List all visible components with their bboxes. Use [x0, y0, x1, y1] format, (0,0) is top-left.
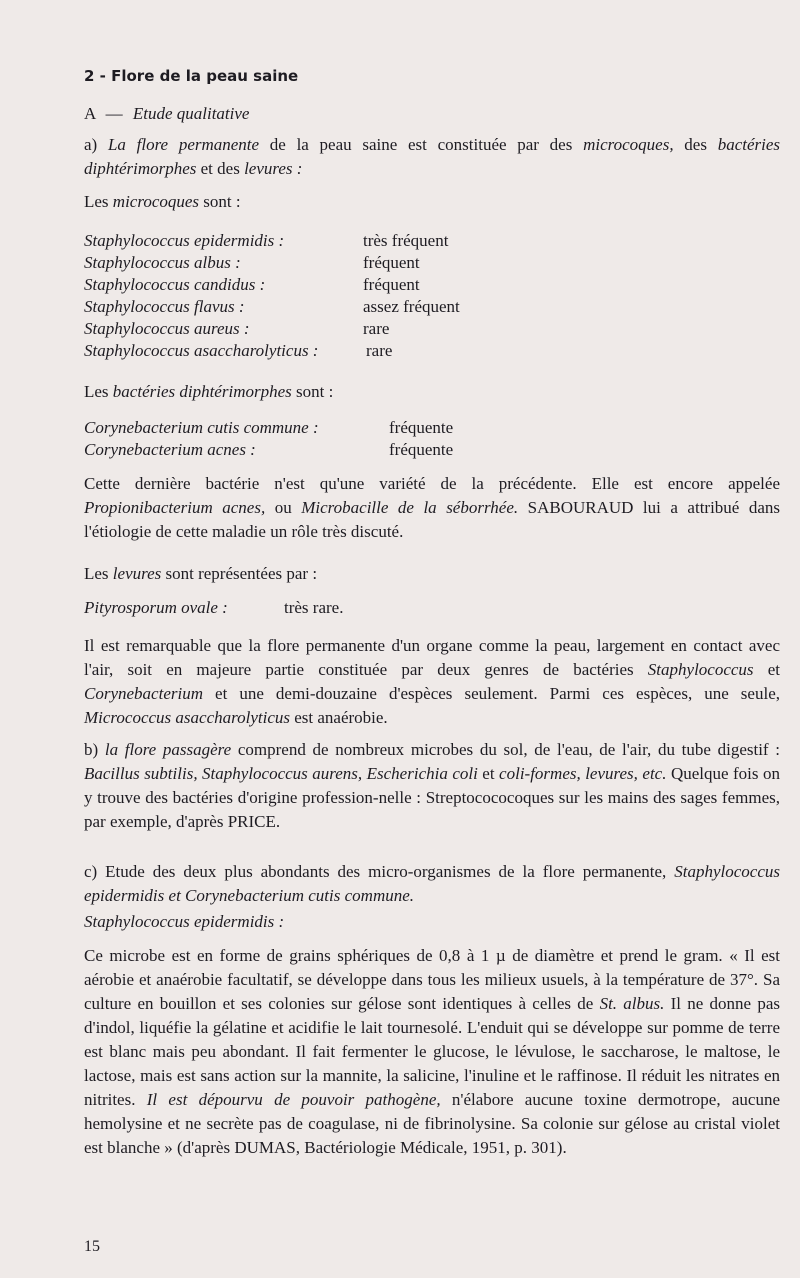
- paragraph-term: Microbacille de la séborrhée.: [301, 498, 519, 517]
- page-number: 15: [84, 1238, 100, 1255]
- species-frequency: fréquente: [389, 418, 454, 437]
- species-name: Staphylococcus albus :: [84, 253, 241, 272]
- subheading-dash: —: [105, 104, 123, 123]
- paragraph-a: [84, 133, 780, 181]
- paragraph-text: est anaérobie.: [289, 708, 388, 727]
- paragraph-text: ou: [265, 498, 302, 517]
- paragraph-a-text: de la peau saine est constituée par des: [259, 135, 584, 154]
- species-name: Corynebacterium cutis commune :: [84, 418, 319, 437]
- subheading-title: Etude qualitative: [132, 104, 250, 123]
- species-name: Corynebacterium acnes :: [84, 440, 256, 459]
- species-frequency: rare: [366, 341, 393, 360]
- paragraph-text: Il est remarquable que la flore permanente d'un organe comme la peau, largement en contact avec l'air, soit en majeure partie constituée par deux genres de bactéries: [84, 636, 780, 679]
- subheading: [84, 102, 780, 126]
- section-heading: 2 - Flore de la peau saine: [84, 67, 299, 85]
- term-bacteries: bactéries diphtérimorphes: [84, 135, 781, 178]
- intro-term: bactéries diphtérimorphes: [112, 382, 292, 401]
- paragraph-term: Staphylococcus: [647, 660, 754, 679]
- paragraph-term: Corynebacterium: [84, 684, 203, 703]
- species-name: Staphylococcus asaccharolyticus :: [84, 341, 319, 360]
- species-name: Staphylococcus flavus :: [84, 297, 245, 316]
- paragraph-remarquable: [84, 634, 780, 730]
- species-row: [84, 416, 319, 440]
- paragraph-text: Cette dernière bactérie n'est qu'une variété de la précédente. Elle est encore appelée: [84, 474, 780, 493]
- species-row: [84, 229, 284, 253]
- intro-term: levures: [112, 564, 162, 583]
- species-frequency: très rare.: [284, 598, 344, 617]
- levures-intro: [84, 562, 780, 586]
- species-name: Staphylococcus aureus :: [84, 319, 250, 338]
- paragraph-text: et: [477, 764, 500, 783]
- paragraph-text: et une demi-douzaine d'espèces seulement. Parmi ces espèces, une seule,: [202, 684, 780, 703]
- intro-text: sont :: [199, 192, 241, 211]
- paragraph-b: [84, 738, 780, 834]
- species-row: [84, 596, 228, 620]
- intro-text: sont représentées par :: [161, 564, 318, 583]
- species-frequency: fréquent: [363, 253, 420, 272]
- paragraph-text: Quelque fois on y trouve des bactéries d'origine profession-nelle : Streptocococoques sur les mains des sages femmes, par exemple, d'après PRICE.: [84, 764, 780, 831]
- paragraph-a-text: et des: [196, 159, 245, 178]
- paragraph-text: Ce microbe est en forme de grains sphériques de 0,8 à 1 µ de diamètre et prend le gram. « Il est aérobie et anaérobie facultatif, se développe dans tous les milieux usuels, à la température de 37°. Sa culture en bouillon et ses colonies sur gélose sont identiques à celles de: [84, 946, 780, 1013]
- paragraph-term: Bacillus subtilis, Staphylococcus aurens, Escherichia coli: [84, 764, 478, 783]
- species-row: [84, 317, 250, 341]
- paragraph-text: comprend de nombreux microbes du sol, de l'eau, de l'air, du tube digestif :: [231, 740, 780, 759]
- species-row: [84, 295, 245, 319]
- intro-text: sont :: [291, 382, 334, 401]
- intro-text: Les: [84, 192, 113, 211]
- term-flore-permanente: La flore permanente: [107, 135, 260, 154]
- species-name: Pityrosporum ovale :: [84, 598, 228, 617]
- paragraph-term: Staphylococcus epidermidis et Corynebacterium cutis commune.: [84, 862, 780, 905]
- species-name: Staphylococcus epidermidis :: [84, 231, 285, 250]
- intro-text: Les: [84, 564, 113, 583]
- paragraph-text: Il ne donne pas d'indol, liquéfie la gélatine et acidifie le lait tournesolé. L'enduit qui se développe sur pomme de terre est blanc mais peu abondant. Il fait fermenter le glucose, le lévulose, le saccharose, le maltose, le lactose, mais est sans action sur la mannite, la salicine, l'inuline et le raffinose. Il réduit les nitrates en nitrites.: [84, 994, 781, 1109]
- paragraph-a-label: a): [84, 135, 98, 154]
- paragraph-term: Micrococcus asaccharolyticus: [84, 708, 290, 727]
- subheading-letter: A: [84, 104, 96, 123]
- species-frequency: rare: [363, 319, 390, 338]
- paragraph-term: St. albus.: [599, 994, 665, 1013]
- species-frequency: très fréquent: [363, 231, 449, 250]
- bacteries-intro: [84, 380, 780, 404]
- staph-heading: Staphylococcus epidermidis :: [84, 912, 285, 931]
- paragraph-a-text: des: [673, 135, 718, 154]
- intro-term: microcoques: [112, 192, 200, 211]
- paragraph-final: [84, 944, 780, 1160]
- term-levures: levures :: [244, 159, 303, 178]
- species-row: [84, 273, 265, 297]
- species-row: [84, 438, 256, 462]
- term-microcoques: microcoques,: [583, 135, 674, 154]
- species-frequency: fréquente: [389, 440, 454, 459]
- paragraph-text: et: [753, 660, 780, 679]
- paragraph-b-label: b): [84, 740, 105, 759]
- paragraph-derniere: [84, 472, 780, 544]
- paragraph-c: [84, 860, 780, 908]
- microcoques-intro: [84, 190, 780, 214]
- paragraph-text: c) Etude des deux plus abondants des micro-organismes de la flore permanente,: [84, 862, 675, 881]
- species-row: [84, 339, 318, 363]
- paragraph-text: SABOURAUD lui a attribué dans l'étiologie de cette maladie un rôle très discuté.: [84, 498, 781, 541]
- intro-text: Les: [84, 382, 113, 401]
- species-frequency: assez fréquent: [363, 297, 460, 316]
- paragraph-term: Propionibacterium acnes,: [84, 498, 266, 517]
- species-name: Staphylococcus candidus :: [84, 275, 266, 294]
- paragraph-text: n'élabore aucune toxine dermotrope, aucune hemolysine et ne secrète pas de coagulase, ni de fibrinolysine. Sa colonie sur gélose au cristal violet est blanche » (d'après DUMAS, Bactériologie Médicale, 1951, p. 301).: [84, 1090, 780, 1157]
- species-frequency: fréquent: [363, 275, 420, 294]
- paragraph-term: Il est dépourvu de pouvoir pathogène,: [146, 1090, 441, 1109]
- term-flore-passagere: la flore passagère: [104, 740, 232, 759]
- species-row: [84, 251, 241, 275]
- paragraph-term: coli-formes, levures, etc.: [499, 764, 667, 783]
